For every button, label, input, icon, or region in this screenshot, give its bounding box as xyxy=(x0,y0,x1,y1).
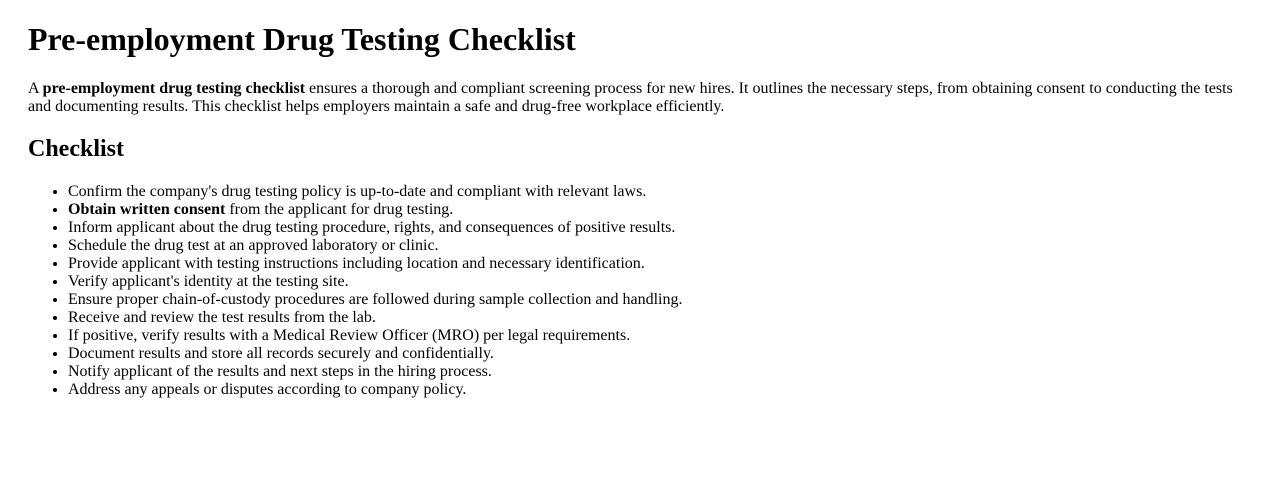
intro-text-lead: A xyxy=(28,79,43,97)
list-item-text: from the applicant for drug testing. xyxy=(225,200,454,218)
list-item xyxy=(68,381,1250,399)
list-item xyxy=(68,291,1250,309)
list-item-text: Ensure proper chain-of-custody procedures are followed during sample collection and handling. xyxy=(68,290,683,308)
intro-paragraph xyxy=(28,80,1250,116)
list-item-text: Notify applicant of the results and next steps in the hiring process. xyxy=(68,362,492,380)
list-item xyxy=(68,255,1250,273)
list-item xyxy=(68,201,1250,219)
list-item xyxy=(68,309,1250,327)
page-title: Pre-employment Drug Testing Checklist xyxy=(28,21,576,58)
checklist-heading: Checklist xyxy=(28,135,124,162)
list-item xyxy=(68,345,1250,363)
list-item xyxy=(68,183,1250,201)
list-item-text: Inform applicant about the drug testing procedure, rights, and consequences of positive results. xyxy=(68,218,676,236)
list-item-bold-text: Obtain written consent xyxy=(68,200,226,218)
list-item-text: Receive and review the test results from the lab. xyxy=(68,308,376,326)
document xyxy=(28,21,1250,398)
list-item xyxy=(68,219,1250,237)
list-item-text: Schedule the drug test at an approved laboratory or clinic. xyxy=(68,236,439,254)
list-item-text: If positive, verify results with a Medical Review Officer (MRO) per legal requirements. xyxy=(68,326,631,344)
list-item xyxy=(68,327,1250,345)
list-item-text: Confirm the company's drug testing policy is up-to-date and compliant with relevant laws. xyxy=(68,182,647,200)
list-item xyxy=(68,273,1250,291)
list-item-text: Provide applicant with testing instructions including location and necessary identification. xyxy=(68,254,645,272)
checklist-list xyxy=(28,183,1250,399)
list-item xyxy=(68,237,1250,255)
intro-text-rest: ensures a thorough and compliant screening process for new hires. It outlines the necessary steps, from obtaining consent to conducting the tests and documenting results. This checklist helps employers maintain a safe and drug-free workplace efficiently. xyxy=(28,79,1233,115)
list-item-text: Address any appeals or disputes according to company policy. xyxy=(68,380,467,398)
intro-bold-term: pre-employment drug testing checklist xyxy=(42,79,306,97)
list-item xyxy=(68,363,1250,381)
list-item-text: Verify applicant's identity at the testing site. xyxy=(68,272,349,290)
list-item-text: Document results and store all records securely and confidentially. xyxy=(68,344,494,362)
